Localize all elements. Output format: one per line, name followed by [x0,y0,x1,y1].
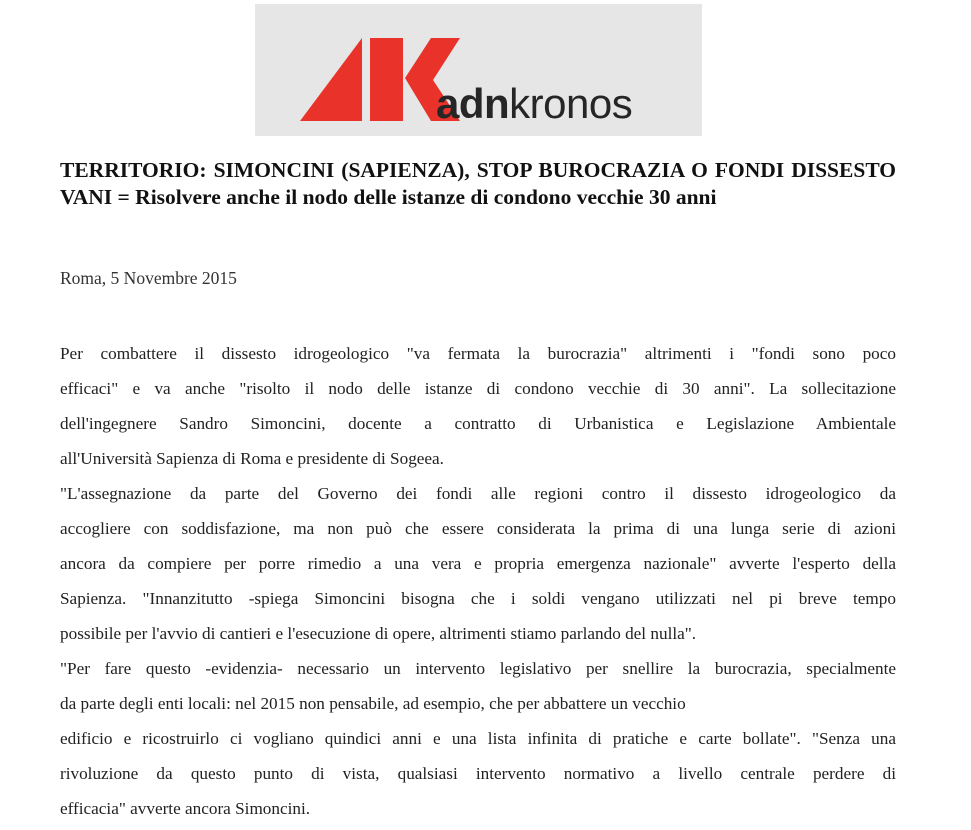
body-line: da parte degli enti locali: nel 2015 non pensabile, ad esempio, che per abbattere un vecchio [60,694,686,713]
body-line: dell'ingegnere Sandro Simoncini, docente a contratto di Urbanistica e Legislazione Ambientale [60,414,896,433]
body-line: "L'assegnazione da parte del Governo dei fondi alle regioni contro il dissesto idrogeologico da [60,484,896,503]
body-line: Sapienza. "Innanzitutto -spiega Simoncini bisogna che i soldi vengano utilizzati nel pi breve tempo [60,589,896,608]
body-line: accogliere con soddisfazione, ma non può che essere considerata la prima di una lunga serie di azioni [60,519,896,538]
paragraph-1 [60,336,896,476]
paragraph-3 [60,651,896,826]
body-line: rivoluzione da questo punto di vista, qualsiasi intervento normativo a livello centrale perdere di [60,764,896,783]
body-line: edificio e ricostruirlo ci vogliano quindici anni e una lista infinita di pratiche e carte bollate". "Senza una [60,729,896,748]
paragraph-2 [60,476,896,651]
brand-light: kronos [509,80,633,127]
body-line: ancora da compiere per porre rimedio a una vera e propria emergenza nazionale" avverte l'esperto della [60,554,896,573]
body-line: Per combattere il dissesto idrogeologico "va fermata la burocrazia" altrimenti i "fondi sono poco [60,344,896,363]
body-line: efficaci" e va anche "risolto il nodo delle istanze di condono vecchie di 30 anni". La sollecitazione [60,379,896,398]
adnkronos-logo [255,4,702,136]
brand-bold: adn [436,80,510,127]
article-headline: TERRITORIO: SIMONCINI (SAPIENZA), STOP BUROCRAZIA O FONDI DISSESTO VANI = Risolvere anche il nodo delle istanze di condono vecchie 30 anni [60,158,896,209]
body-line: possibile per l'avvio di cantieri e l'esecuzione di opere, altrimenti stiamo parlando del nulla". [60,624,697,643]
body-line: all'Università Sapienza di Roma e presidente di Sogeea. [60,449,444,468]
article-dateline: Roma, 5 Novembre 2015 [60,268,237,288]
body-line: "Per fare questo -evidenzia- necessario un intervento legislativo per snellire la burocrazia, specialmente [60,659,896,678]
adnkronos-wordmark [436,80,633,127]
body-line: efficacia" avverte ancora Simoncini. [60,799,311,818]
article-body [60,336,896,826]
